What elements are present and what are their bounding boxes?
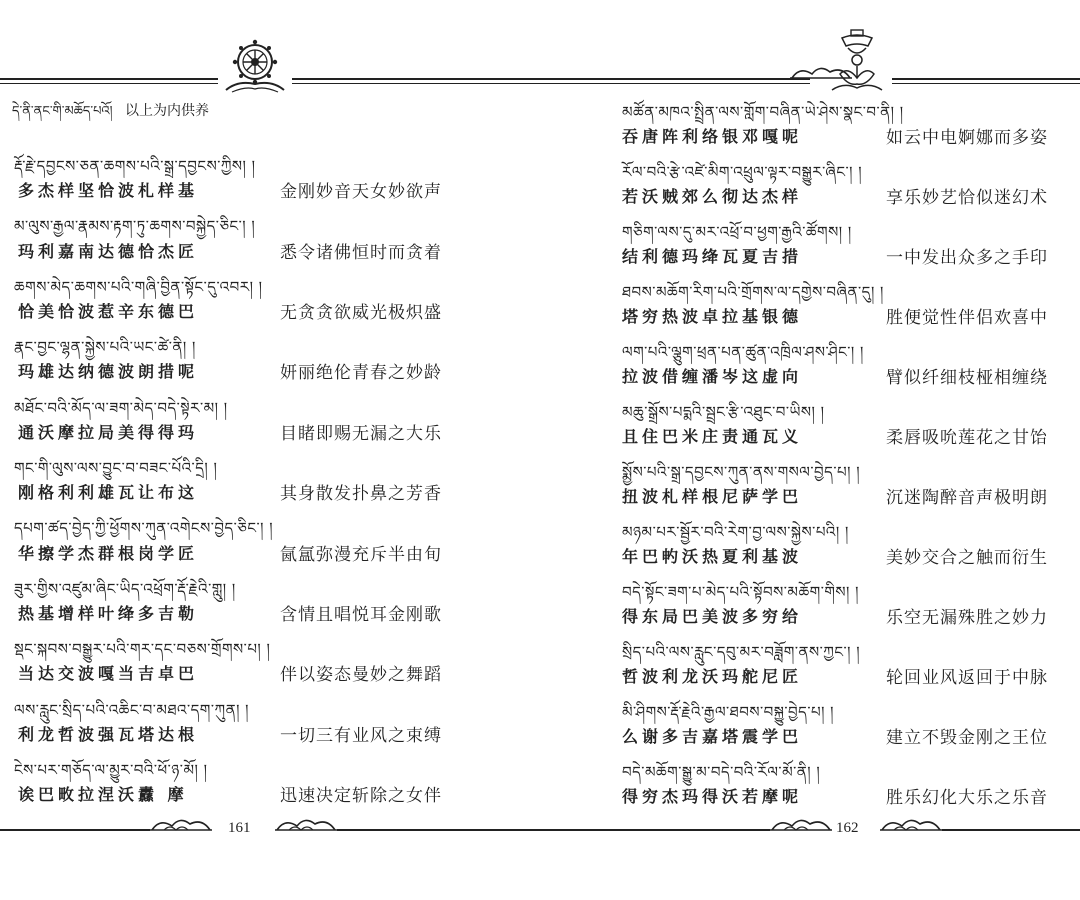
running-head [12,96,209,133]
transliteration-line: 热基增样叶绛多吉勒 [18,604,199,623]
cloud-ornament-icon [150,816,212,840]
footer-rule-right [942,829,1080,831]
chinese-meaning-line: 如云中电婀娜而多姿 [886,128,1048,148]
transliteration-line: 结利德玛绛瓦夏吉措 [622,247,803,266]
transliteration-line: 多杰样坚恰波札样基 [18,181,199,201]
running-head-tibetan: དེ་ནི་ནང་གི་མཆོད་པའོ། [12,104,113,119]
tibetan-verse-line: མི་ཤིགས་རྡོ་རྗེའི་རྒྱལ་ཐབས་བསྐྱུ་བྱེད་པ། ། [622,703,835,721]
transliteration-line: 若沃贼郊么彻达杰样 [622,187,803,206]
chinese-meaning-line: 无贪贪欲威光极炽盛 [280,303,442,323]
transliteration-line: 玛利嘉南达德恰杰匠 [18,241,199,261]
chinese-meaning-line: 悉令诸佛恒时而贪着 [280,242,442,263]
chinese-meaning-line: 含情且唱悦耳金刚歌 [280,605,442,625]
chinese-meaning-line: 伴以姿态曼妙之舞蹈 [280,665,442,686]
footer-rule-right [337,829,540,831]
tibetan-verse-line: བདེ་མཆོག་སྒྱུ་མ་བདེ་བའི་རོལ་མོ་ནི། ། [622,763,821,781]
right-page [540,0,1080,900]
dharma-wheel-icon [218,34,292,94]
transliteration-line: 恰美恰波惹辛东德巴 [18,302,199,321]
tibetan-verse-line: མཆུ་སྒྲོས་པདྨའི་སྦྲང་རྩི་འཐུང་བ་ཡིས། ། [622,403,825,421]
tibetan-verse-line: མ་ལུས་རྒྱལ་རྣམས་རྟག་ཏུ་ཆགས་བསྐྱེད་ཅིང་། ། [14,217,256,236]
tibetan-verse-line: རྡོ་རྗེ་དབྱངས་ཅན་ཆགས་པའི་སྒྲ་དབྱངས་ཀྱིས། ། [14,157,256,175]
chinese-meaning-line: 柔唇吸吮莲花之甘饴 [886,428,1048,448]
chinese-meaning-line: 妍丽绝伦青春之妙龄 [280,363,442,384]
transliteration-line: 年巴畃沃热夏利基波 [622,547,803,566]
tibetan-verse-line: སྨྱོས་པའི་སྒྲ་དབྱངས་ཀུན་ནས་གསལ་བྱེད་པ། ། [622,463,861,481]
chinese-meaning-line: 目睹即赐无漏之大乐 [280,423,442,444]
tibetan-verse-line: ངེས་པར་གཅོད་ལ་མྱུར་བའི་ཕོ་ཉ་མོ། ། [14,761,208,779]
chinese-meaning-line: 氤氲弥漫充斥半由旬 [280,544,442,565]
cloud-ornament-icon [770,816,832,840]
tibetan-verse-line: རྣང་བྱང་ལྷན་སྐྱེས་པའི་ཡང་ཚེ་ནི། ། [14,338,196,357]
transliteration-line: 么谢多吉嘉塔震学巴 [622,727,803,746]
cloud-ornament-icon [880,816,942,840]
tibetan-verse-line: ལག་པའི་ལྕུག་ཕྲན་པན་ཚུན་འཁྲིལ་ཤས་ཤིང་། ། [622,343,864,361]
tibetan-verse-line: རོལ་བའི་རྩེ་འཛེ་མིག་འཕྲུལ་ལྟར་བསྒྱུར་ཞིང་། ། [622,163,863,181]
chinese-meaning-line: 沉迷陶醉音声极明朗 [886,488,1048,508]
transliteration-line: 诶巴畋拉涅沃纛 摩 [18,785,188,805]
transliteration-line: 得东局巴美波多穷给 [622,607,803,626]
transliteration-line: 利龙哲波强瓦塔达根 [18,724,199,744]
header-rule-right [892,78,1080,84]
header-rule-right [292,78,540,84]
tibetan-verse-line: གཅིག་ལས་དུ་མར་འཕྲོ་བ་ཕྱག་རྒྱའི་ཚོགས། ། [622,223,852,241]
lotus-emblem-icon [822,26,892,96]
chinese-meaning-line: 轮回业风返回于中脉 [886,668,1048,688]
header-rule-left [0,78,218,84]
chinese-meaning-line: 乐空无漏殊胜之妙力 [886,608,1048,628]
transliteration-line: 且住巴米庄责通瓦义 [622,427,803,446]
transliteration-line: 刚格利利雄瓦让布这 [18,483,199,503]
page-number-right: 162 [836,820,859,836]
tibetan-verse-line: གང་གི་ལུས་ལས་བྱུང་བ་བཟང་པོའི་དྲི། ། [14,459,218,477]
tibetan-verse-line: མཚོན་མཁའ་སྤྲིན་ལས་གློག་བཞིན་ཡེ་ཤེས་སྣང་བ་ནི། ། [622,103,904,121]
chinese-meaning-line: 臂似纤细枝桠相缠绕 [886,368,1048,388]
tibetan-verse-line: སྲིད་པའི་ལས་རླུང་དབུ་མར་བཟློག་ནས་ཀྱང་། ། [622,643,861,661]
tibetan-verse-line: བདེ་སྟོང་ཟག་པ་མེད་པའི་སྟོབས་མཆོག་གིས། ། [622,583,859,601]
transliteration-line: 得穷杰玛得沃若摩呢 [622,787,803,806]
tibetan-verse-line: སྡང་སྐབས་བསྒྱུར་པའི་གར་དང་བཅས་གྲོགས་པ། ། [14,640,271,659]
tibetan-verse-line: ཐབས་མཆོག་རིག་པའི་གྲོགས་ལ་དགྱེས་བཞིན་དུ། ། [622,283,884,301]
transliteration-line: 扭波札样根尼萨学巴 [622,487,803,506]
tibetan-verse-line: ཟུར་གྱིས་འཛུམ་ཞིང་ཡིད་འཕྲོག་རྡོ་རྗེའི་གླུ། ། [14,579,236,598]
chinese-meaning-line: 享乐妙艺恰似迷幻术 [886,188,1048,208]
chinese-meaning-line: 一中发出众多之手印 [886,248,1048,268]
chinese-meaning-line: 一切三有业风之束缚 [280,725,442,746]
tibetan-verse-line: མཐོང་བའི་མོད་ལ་ཟག་མེད་བདེ་སྟེར་མ། ། [14,398,228,417]
footer-rule-left [540,829,770,831]
chinese-meaning-line: 建立不毁金刚之王位 [886,728,1048,748]
footer-rule-left [0,829,150,831]
chinese-meaning-line: 金刚妙音天女妙欲声 [280,182,442,203]
tibetan-verse-line: ཆགས་མེད་ཆགས་པའི་གཞི་བྱིན་སྟོང་དུ་འབར། ། [14,277,263,296]
chinese-meaning-line: 迅速决定斩除之女伴 [280,786,442,807]
transliteration-line: 华擦学杰群根岗学匠 [18,543,199,563]
tibetan-verse-line: མཉམ་པར་སྦྱོར་བའི་རེག་བྱ་ལས་སྐྱེས་པའི། ། [622,523,849,541]
transliteration-line: 玛雄达纳德波朗措呢 [18,362,199,382]
transliteration-line: 通沃摩拉局美得得玛 [18,422,199,442]
transliteration-line: 塔穷热波卓拉基银德 [622,307,803,326]
header-rule-left [540,78,810,84]
transliteration-line: 拉波借缠潘岑这虚向 [622,367,803,386]
cloud-ornament-icon [275,816,337,840]
chinese-meaning-line: 美妙交合之触而衍生 [886,548,1048,568]
chinese-meaning-line: 胜乐幻化大乐之乐音 [886,788,1048,808]
transliteration-line: 当达交波嘎当吉卓巴 [18,664,199,684]
page-number-left: 161 [228,820,251,836]
chinese-meaning-line: 胜便觉性伴侣欢喜中 [886,308,1048,328]
tibetan-verse-line: དཔག་ཚད་བྱེད་ཀྱི་ཕྱོགས་ཀུན་འགེངས་བྱེད་ཅིང་། ། [14,519,274,538]
running-head-chinese: 以上为内供养 [124,103,209,119]
transliteration-line: 吞唐阵利络银邓嘎呢 [622,127,803,146]
transliteration-line: 哲波利龙沃玛舵尼匠 [622,667,803,686]
chinese-meaning-line: 其身散发扑鼻之芳香 [280,484,442,505]
tibetan-verse-line: ལས་རླུང་སྲིད་པའི་འཆིང་བ་མཐའ་དག་ཀུན། ། [14,700,250,719]
